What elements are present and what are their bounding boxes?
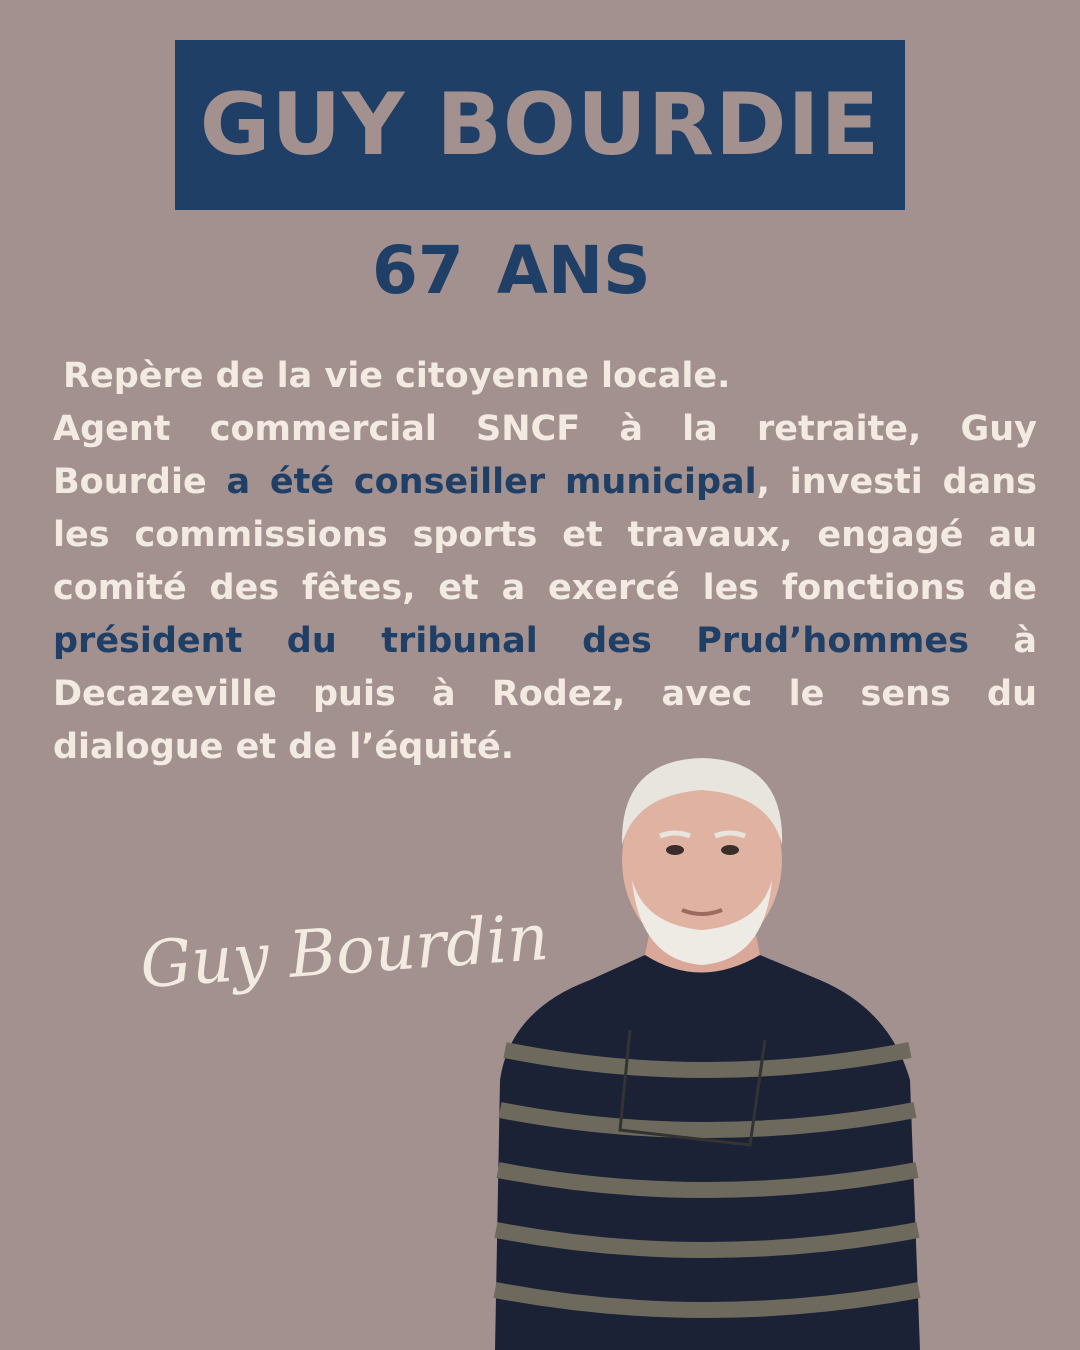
- portrait-photo: [470, 750, 940, 1350]
- biography-text: [53, 350, 1037, 774]
- age-label: 67 ANS: [372, 232, 651, 309]
- bio-highlight-councillor: a été conseiller municipal: [226, 462, 757, 502]
- bio-segment-2: , investi dans les commissions sports et travaux, engagé au comité des fêtes, et a exercé les fonctions de: [53, 462, 1037, 608]
- bio-segment-3: à Decazeville puis à Rodez, avec le sens du dialogue et de l’équité.: [53, 621, 1037, 767]
- handwritten-signature: Guy Bourdin: [137, 900, 551, 1004]
- name-banner: [175, 40, 905, 210]
- person-name: GUY BOURDIE: [199, 75, 881, 175]
- bio-segment-1: Agent commercial SNCF à la retraite, Guy Bourdie: [53, 409, 1037, 502]
- bio-intro: Repère de la vie citoyenne locale.: [63, 356, 731, 396]
- bio-highlight-president: président du tribunal des Prud’hommes: [53, 621, 969, 661]
